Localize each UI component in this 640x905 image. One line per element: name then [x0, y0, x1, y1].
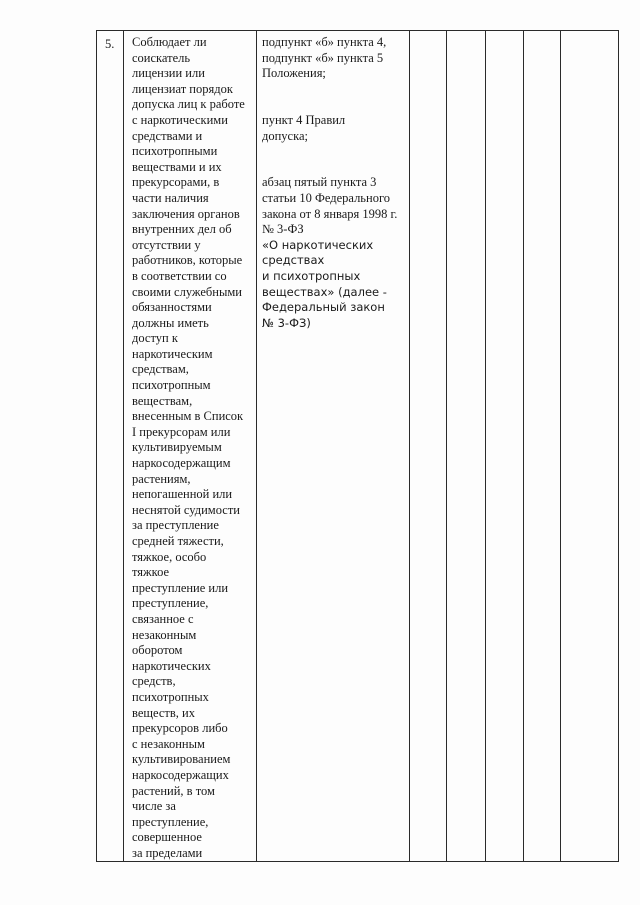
- empty-cell: [561, 31, 619, 862]
- question-line: своими служебными: [132, 284, 242, 299]
- question-line: за преступление: [132, 518, 219, 533]
- reference-line: № 3-ФЗ): [262, 315, 311, 330]
- question-line: психотропными: [132, 144, 218, 159]
- question-line: доступ к: [132, 331, 178, 346]
- question-line: внесенным в Список: [132, 409, 244, 424]
- reference-line: веществах» (далее -: [262, 284, 387, 299]
- reference-line: абзац пятый пункта 3: [262, 175, 377, 190]
- question-line: в соответствии со: [132, 268, 227, 283]
- question-line: средствами и: [132, 128, 203, 143]
- question-text: [124, 31, 256, 861]
- reference-line: пункт 4 Правил: [262, 112, 346, 127]
- question-line: с наркотическими: [132, 112, 228, 127]
- reference-line: статьи 10 Федерального: [262, 190, 391, 205]
- question-line: прекурсоров либо: [132, 721, 228, 736]
- checklist-table: [96, 30, 619, 862]
- reference-line: средствах: [262, 253, 325, 268]
- question-line: тяжкое, особо: [132, 549, 207, 564]
- question-line: наркотическим: [132, 346, 213, 361]
- reference-line: Положения;: [262, 66, 326, 81]
- question-line: психотропных: [132, 689, 209, 704]
- question-line: веществам,: [132, 393, 193, 408]
- question-line: психотропным: [132, 378, 211, 393]
- question-line: неснятой судимости: [132, 502, 240, 517]
- question-line: растениям,: [132, 471, 191, 486]
- question-cell: [124, 31, 257, 862]
- question-line: части наличия: [132, 190, 209, 205]
- question-line: средствам,: [132, 362, 189, 377]
- question-line: культивированием: [132, 752, 231, 767]
- reference-line: «О наркотических: [262, 237, 374, 252]
- question-line: средней тяжести,: [132, 534, 224, 548]
- question-line: преступление или: [132, 580, 229, 595]
- question-line: соискатель: [132, 50, 191, 65]
- reference-line: подпункт «б» пункта 4,: [262, 35, 387, 49]
- question-line: работников, которые: [132, 253, 243, 268]
- question-line: с незаконным: [132, 736, 205, 751]
- question-line: должны иметь: [132, 315, 209, 330]
- question-line: лицензии или: [132, 66, 205, 81]
- spacer: [262, 82, 407, 98]
- question-line: преступление,: [132, 596, 209, 611]
- question-line: Соблюдает ли: [132, 35, 207, 49]
- question-line: культивируемым: [132, 440, 222, 455]
- question-line: веществ, их: [132, 705, 195, 720]
- legal-reference-cell: [257, 31, 410, 862]
- empty-cell: [447, 31, 486, 862]
- question-line: I прекурсорам или: [132, 424, 231, 439]
- question-line: наркотических: [132, 658, 211, 673]
- spacer: [262, 97, 407, 113]
- legal-reference-text: [257, 31, 409, 331]
- reference-line: Федеральный закон: [262, 300, 385, 315]
- row-number-cell: [97, 31, 124, 862]
- question-line: за пределами: [132, 845, 203, 860]
- spacer: [262, 160, 407, 176]
- question-line: средств,: [132, 674, 176, 689]
- question-line: наркосодержащим: [132, 456, 231, 471]
- question-line: допуска лиц к работе: [132, 97, 245, 112]
- question-line: отсутствии у: [132, 237, 201, 252]
- question-line: обязанностями: [132, 300, 212, 315]
- spacer: [262, 144, 407, 160]
- question-line: внутренних дел об: [132, 222, 232, 237]
- reference-line: и психотропных: [262, 268, 361, 283]
- reference-line: № 3-ФЗ: [262, 222, 304, 237]
- question-line: связанное с: [132, 611, 194, 626]
- question-line: заключения органов: [132, 206, 240, 221]
- question-line: растений, в том: [132, 783, 215, 798]
- reference-line: закона от 8 января 1998 г.: [262, 206, 398, 221]
- empty-cell: [410, 31, 447, 862]
- question-line: незаконным: [132, 627, 197, 642]
- question-line: непогашенной или: [132, 487, 233, 502]
- question-line: лицензиат порядок: [132, 81, 233, 96]
- question-line: преступление,: [132, 814, 209, 829]
- reference-line: подпункт «б» пункта 5: [262, 50, 384, 65]
- reference-line: допуска;: [262, 128, 309, 143]
- question-line: тяжкое: [132, 565, 170, 580]
- question-line: прекурсорами, в: [132, 175, 220, 190]
- question-line: наркосодержащих: [132, 767, 229, 782]
- row-number: 5.: [105, 37, 115, 51]
- question-line: веществами и их: [132, 159, 222, 174]
- empty-cell: [524, 31, 561, 862]
- question-line: оборотом: [132, 643, 183, 658]
- question-line: числе за: [132, 799, 176, 814]
- question-line: совершенное: [132, 830, 202, 845]
- table-row: [97, 31, 619, 862]
- empty-cell: [486, 31, 524, 862]
